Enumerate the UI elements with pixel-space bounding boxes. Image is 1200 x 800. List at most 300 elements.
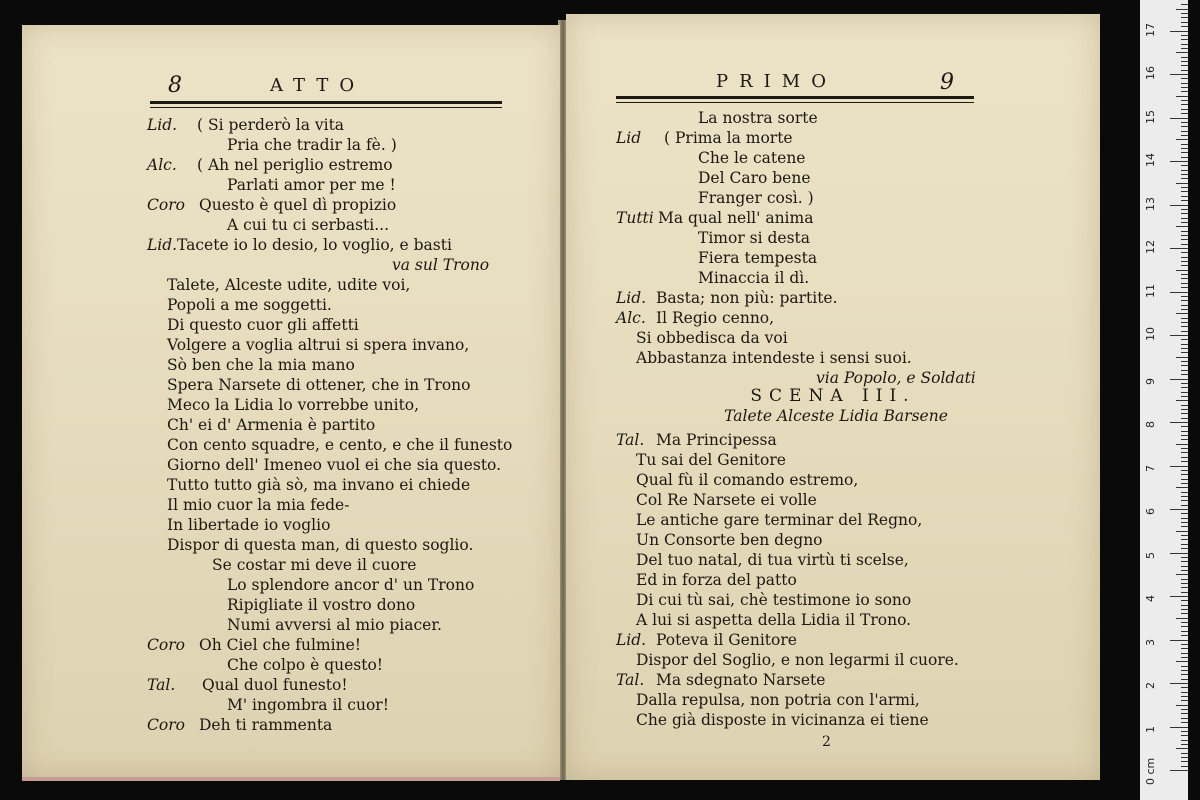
verse-text: Dispor del Soglio, e non legarmi il cuore. [636,651,959,669]
ruler-tick [1181,339,1188,340]
ruler-tick [1181,70,1188,71]
ruler-tick [1181,426,1188,427]
ruler-tick [1170,335,1188,336]
text-line [227,655,383,675]
text-line [698,148,805,168]
verse-text: via Popolo, e Soldati [816,369,976,387]
ruler-tick [1170,640,1188,641]
ruler-tick [1181,492,1188,493]
ruler-tick [1181,600,1188,601]
ruler-tick [1181,457,1188,458]
text-line [167,535,473,555]
ruler-tick [1181,274,1188,275]
text-line [636,710,929,730]
verse-text: Che colpo è questo! [227,656,384,674]
verse-text: Sò ben che la mia mano [167,356,355,374]
verse-text: Parlati amor per me ! [227,176,396,194]
verse-text: ( Prima la morte [664,129,793,147]
ruler-tick [1170,596,1188,597]
ruler-tick [1181,57,1188,58]
ruler-tick [1181,544,1188,545]
ruler-number: 15 [1144,109,1157,124]
text-line [698,228,810,248]
ruler-tick [1170,74,1188,75]
ruler-tick [1176,9,1188,10]
speaker-label: Lid. [147,116,178,134]
ruler-tick [1181,278,1188,279]
ruler-tick [1181,261,1188,262]
speaker-label: Tal. [616,431,645,449]
speaker-label: Alc. [616,309,646,327]
ruler-number: 2 [1144,682,1157,689]
text-line [636,550,909,570]
ruler-tick [1181,39,1188,40]
ruler-tick [1176,444,1188,445]
verse-text: Spera Narsete di ottener, che in Trono [167,376,471,394]
verse-text: Questo è quel dì propizio [199,196,397,214]
text-line [616,288,838,308]
ruler-tick [1181,679,1188,680]
text-line [167,355,355,375]
right-running-head: PRIMO [716,71,837,92]
verse-text: Qual fù il comando estremo, [636,471,859,489]
ruler-tick [1181,605,1188,606]
ruler-tick [1181,648,1188,649]
verse-text: Talete, Alceste udite, udite voi, [167,276,411,294]
ruler-number: 10 [1144,327,1157,341]
ruler-tick [1170,292,1188,293]
verse-text: Con cento squadre, e cento, e che il funesto [167,436,513,454]
verse-text: Deh ti rammenta [199,716,333,734]
ruler-tick [1176,705,1188,706]
ruler-tick [1181,239,1188,240]
scene-characters: Talete Alceste Lidia Barsene [724,407,948,425]
text-line [167,375,470,395]
ruler-number: 17 [1144,22,1157,37]
text-line [698,168,811,188]
verse-text: Timor si desta [698,229,811,247]
text-line [167,295,332,315]
ruler-tick [1181,557,1188,558]
text-line [616,430,777,450]
text-line [227,175,396,195]
ruler-tick [1181,170,1188,171]
text-line [698,108,818,128]
verse-text: ( Ah nel periglio estremo [197,156,393,174]
right-page-number: 9 [940,70,954,95]
verse-text: Il mio cuor la mia fede- [167,496,350,514]
verse-text: Oh Ciel che fulmine! [199,636,361,654]
ruler-tick [1181,439,1188,440]
ruler-tick [1176,574,1188,575]
text-line [636,348,912,368]
text-line [616,670,825,690]
ruler-tick [1181,622,1188,623]
text-line [816,368,976,388]
ruler-tick [1181,731,1188,732]
verse-text: Un Consorte ben degno [636,531,823,549]
text-line [227,575,474,595]
text-line [636,470,858,490]
text-line [392,255,489,275]
ruler-number: 8 [1144,421,1157,428]
ruler-tick [1176,52,1188,53]
ruler-tick [1181,65,1188,66]
verse-text: Meco la Lidia lo vorrebbe unito, [167,396,420,414]
text-line [636,650,959,670]
speaker-label: Coro [147,636,185,654]
text-line [636,450,786,470]
ruler-number: 4 [1144,595,1157,602]
ruler-tick [1181,191,1188,192]
ruler-tick [1181,587,1188,588]
verse-text: Di questo cuor gli affetti [167,316,359,334]
ruler-tick [1181,309,1188,310]
ruler-tick [1181,635,1188,636]
text-line [167,435,512,455]
ruler-tick [1181,548,1188,549]
speaker-label: Tutti [616,209,654,227]
speaker-label: Alc. [147,156,177,174]
verse-text: Del tuo natal, di tua virtù ti scelse, [636,551,909,569]
ruler-tick [1176,487,1188,488]
ruler-number: 6 [1144,508,1157,515]
ruler-tick [1181,535,1188,536]
ruler-tick [1181,431,1188,432]
text-line [636,590,911,610]
signature-mark: 2 [822,734,831,750]
ruler-tick [1181,383,1188,384]
ruler-tick [1181,418,1188,419]
ruler-tick [1181,78,1188,79]
ruler-tick [1181,518,1188,519]
ruler-tick [1181,148,1188,149]
text-line [167,515,330,535]
verse-text: Del Caro bene [698,169,811,187]
ruler-tick [1181,4,1188,5]
ruler-number: 7 [1144,464,1157,472]
text-line [147,675,348,695]
ruler-tick [1170,205,1188,206]
ruler-tick [1181,583,1188,584]
ruler-tick [1181,122,1188,123]
ruler-tick [1181,152,1188,153]
verse-text: Tutto tutto già sò, ma invano ei chiede [167,476,471,494]
verse-text: Le antiche gare terminar del Regno, [636,511,923,529]
verse-text: Ma qual nell' anima [658,209,814,227]
ruler-tick [1181,213,1188,214]
text-line [636,328,788,348]
ruler-tick [1181,722,1188,723]
ruler-tick [1170,466,1188,467]
ruler-tick [1176,618,1188,619]
text-line [227,695,389,715]
ruler-tick [1181,709,1188,710]
ruler-tick [1176,313,1188,314]
ruler-number: 16 [1144,66,1157,80]
verse-text: Ch' ei d' Armenia è partito [167,416,376,434]
text-line [636,530,823,550]
text-line [147,715,332,735]
verse-text: Abbastanza intendeste i sensi suoi. [636,349,912,367]
ruler-tick [1181,496,1188,497]
speaker-label: Tal. [147,676,176,694]
verse-text: Il Regio cenno, [656,309,775,327]
ruler-tick [1181,761,1188,762]
ruler-tick [1181,470,1188,471]
ruler-tick [1181,104,1188,105]
speaker-label: Lid. [147,236,178,254]
ruler-tick [1181,100,1188,101]
text-line [147,155,393,175]
ruler-tick [1181,526,1188,527]
text-line [167,495,349,515]
ruler-tick [1181,435,1188,436]
ruler-tick [1181,252,1188,253]
ruler-tick [1181,187,1188,188]
ruler-tick [1181,644,1188,645]
verse-text: Ma Principessa [656,431,777,449]
ruler-number: 3 [1144,638,1157,646]
ruler-tick [1181,113,1188,114]
ruler-tick [1181,753,1188,754]
scene-heading: SCENA III. [750,386,916,406]
text-line [616,308,774,328]
ruler-tick [1181,22,1188,23]
verse-text: A cui tu ci serbasti... [227,216,389,234]
ruler-tick [1181,283,1188,284]
ruler-tick [1181,178,1188,179]
ruler-tick [1181,165,1188,166]
verse-text: La nostra sorte [698,109,818,127]
ruler-tick [1170,248,1188,249]
text-line [167,415,375,435]
ruler-tick [1181,461,1188,462]
ruler-tick [1170,118,1188,119]
ruler-tick [1176,357,1188,358]
ruler-tick [1170,379,1188,380]
verse-text: Poteva il Genitore [656,631,797,649]
ruler-tick [1176,661,1188,662]
verse-text: Che le catene [698,149,806,167]
ruler-tick [1181,17,1188,18]
ruler-tick [1181,631,1188,632]
verse-text: Se costar mi deve il cuore [212,556,417,574]
text-line [616,208,813,228]
ruler-tick [1181,522,1188,523]
ruler-tick [1181,135,1188,136]
ruler-tick [1181,331,1188,332]
ruler-tick [1181,265,1188,266]
verse-text: Numi avversi al mio piacer. [227,616,442,634]
ruler-tick [1181,126,1188,127]
speaker-label: Coro [147,716,185,734]
ruler-tick [1181,713,1188,714]
ruler-tick [1181,653,1188,654]
ruler-tick [1181,344,1188,345]
ruler-tick [1181,48,1188,49]
ruler-tick [1181,91,1188,92]
ruler-tick [1176,531,1188,532]
text-line [167,315,359,335]
ruler-tick [1176,183,1188,184]
text-line [227,615,442,635]
ruler-tick [1181,296,1188,297]
ruler-tick [1181,222,1188,223]
verse-text: Ma sdegnato Narsete [656,671,826,689]
text-line [227,215,389,235]
ruler-tick [1181,374,1188,375]
verse-text: Popoli a me soggetti. [167,296,332,314]
ruler-tick [1181,257,1188,258]
speaker-label: Tal. [616,671,645,689]
ruler-tick [1181,348,1188,349]
text-line [616,630,797,650]
ruler-tick [1181,300,1188,301]
verse-text: Dispor di questa man, di questo soglio. [167,536,474,554]
left-running-head: ATTO [270,75,366,96]
text-line [147,635,361,655]
verse-text: Ed in forza del patto [636,571,797,589]
speaker-label: Lid. [616,289,647,307]
ruler-tick [1181,626,1188,627]
verse-text: Ripigliate il vostro dono [227,596,416,614]
ruler-tick [1176,226,1188,227]
ruler-tick [1181,200,1188,201]
verse-text: Si obbedisca da voi [636,329,788,347]
ruler-tick [1181,157,1188,158]
ruler-tick [1181,361,1188,362]
ruler-number: 1 [1144,725,1157,733]
text-line [636,570,797,590]
ruler-tick [1181,757,1188,758]
ruler-number: 12 [1144,240,1157,254]
text-line [167,335,469,355]
ruler-tick [1181,231,1188,232]
measurement-ruler [1140,0,1188,800]
verse-text: Minaccia il dì. [698,269,810,287]
ruler-tick [1170,161,1188,162]
text-line [227,135,397,155]
verse-text: Tacete io lo desio, lo voglio, e basti [177,236,452,254]
ruler-tick [1181,570,1188,571]
verse-text: Pria che tradir la fè. ) [227,136,397,154]
ruler-tick [1181,474,1188,475]
ruler-tick [1181,579,1188,580]
ruler-tick [1181,87,1188,88]
verse-text: Lo splendore ancor d' un Trono [227,576,475,594]
ruler-tick [1181,218,1188,219]
ruler-tick [1181,326,1188,327]
ruler-tick [1181,365,1188,366]
ruler-tick [1181,735,1188,736]
ruler-tick [1176,748,1188,749]
ruler-tick [1181,483,1188,484]
verse-text: Di cui tù sai, chè testimone io sono [636,591,912,609]
left-page [22,25,560,781]
ruler-tick [1181,700,1188,701]
ruler-tick [1181,287,1188,288]
ruler-tick [1181,244,1188,245]
verse-text: Tu sai del Genitore [636,451,786,469]
ruler-tick [1170,727,1188,728]
left-page-number: 8 [168,73,182,98]
verse-text: Qual duol funesto! [202,676,348,694]
ruler-tick [1181,26,1188,27]
verse-text: In libertade io voglio [167,516,331,534]
ruler-tick [1181,674,1188,675]
ruler-tick [1181,513,1188,514]
ruler-tick [1170,31,1188,32]
ruler-tick [1181,131,1188,132]
left-header-rule [150,101,502,104]
verse-text: A lui si aspetta della Lidia il Trono. [636,611,912,629]
ruler-tick [1181,44,1188,45]
verse-text: Che già disposte in vicinanza ei tiene [636,711,929,729]
text-line [147,115,344,135]
ruler-number: 5 [1144,551,1157,559]
text-line [227,595,415,615]
text-line [147,195,396,215]
ruler-tick [1181,387,1188,388]
ruler-tick [1181,666,1188,667]
text-line [167,395,419,415]
verse-text: Dalla repulsa, non potria con l'armi, [636,691,920,709]
ruler-tick [1181,613,1188,614]
ruler-tick [1181,409,1188,410]
ruler-tick [1181,322,1188,323]
right-page [566,14,1100,780]
text-line [167,275,410,295]
text-line [167,475,470,495]
ruler-tick [1181,539,1188,540]
verse-text: Col Re Narsete ei volle [636,491,817,509]
verse-text: va sul Trono [392,256,490,274]
ruler-tick [1176,400,1188,401]
ruler-tick [1181,609,1188,610]
ruler-tick [1181,235,1188,236]
speaker-label: Lid. [616,631,647,649]
ruler-tick [1181,109,1188,110]
ruler-tick [1170,509,1188,510]
ruler-tick [1181,144,1188,145]
verse-text: Franger così. ) [698,189,814,207]
ruler-tick [1181,687,1188,688]
ruler-tick [1181,413,1188,414]
verse-text: Basta; non più: partite. [656,289,838,307]
ruler-number: 13 [1144,196,1157,211]
ruler-unit-label: 0 cm [1144,757,1157,785]
text-line [698,248,817,268]
ruler-tick [1181,352,1188,353]
text-line [636,510,922,530]
ruler-tick [1181,83,1188,84]
text-line [698,188,814,208]
text-line [636,690,920,710]
ruler-tick [1181,766,1188,767]
ruler-tick [1181,13,1188,14]
ruler-tick [1181,452,1188,453]
right-header-rule [616,96,974,99]
left-header-rule-thin [150,107,502,108]
ruler-tick [1181,35,1188,36]
ruler-tick [1176,139,1188,140]
ruler-tick [1181,561,1188,562]
ruler-tick [1181,209,1188,210]
ruler-tick [1181,505,1188,506]
ruler-tick [1181,479,1188,480]
text-line [698,268,809,288]
